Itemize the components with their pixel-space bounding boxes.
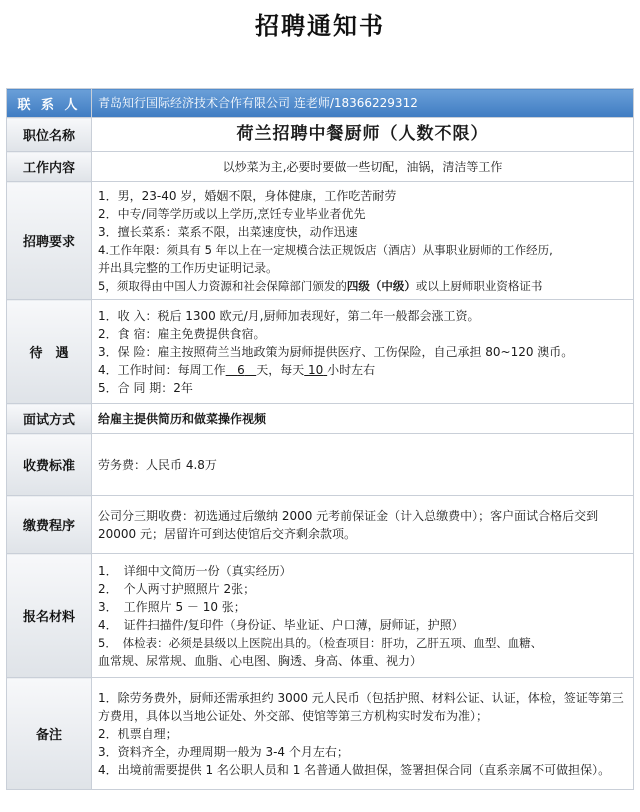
row-notes bbox=[7, 678, 634, 790]
contact-label: 联 系 人 bbox=[7, 89, 92, 118]
requirement-item: 2．中专/同等学历或以上学历,烹饪专业毕业者优先 bbox=[98, 206, 366, 221]
requirement-item: 1．男，23-40 岁，婚姻不限，身体健康，工作吃苦耐劳 bbox=[98, 188, 397, 203]
payment-text: 公司分三期收费：初选通过后缴纳 2000 元考前保证金（计入总缴费中）；客户面试合格后交到 20000 元；居留许可到达使馆后交齐剩余款项。 bbox=[98, 508, 599, 541]
requirement-item: 4.工作年限：须具有 5 年以上在一定规模合法正规饭店（酒店）从事职业厨师的工作经历, bbox=[98, 242, 553, 257]
position-value: 荷兰招聘中餐厨师（人数不限） bbox=[236, 124, 489, 144]
material-item: 1． 详细中文简历一份（真实经历） bbox=[98, 563, 292, 578]
hours-days bbox=[226, 363, 257, 377]
benefits-list bbox=[92, 300, 634, 404]
notes-label: 备注 bbox=[7, 678, 92, 790]
requirements-list bbox=[92, 182, 634, 300]
position-label: 职位名称 bbox=[7, 118, 92, 152]
material-item: 5． 体检表：必须是县级以上医院出具的。（检查项目：肝功，乙肝五项、血型、血糖、 bbox=[98, 635, 543, 650]
contact-value: 青岛知行国际经济技术合作有限公司 连老师/18366229312 bbox=[92, 89, 634, 118]
requirement-5-suffix: 或以上厨师职业资格证书 bbox=[415, 278, 543, 293]
requirement-item: 3．擅长菜系：菜系不限，出菜速度快，动作迅速 bbox=[98, 224, 358, 239]
hours-text: 4．工作时间：每周工作 bbox=[98, 362, 226, 377]
materials-list bbox=[92, 554, 634, 678]
benefit-item: 2．食 宿：雇主免费提供食宿。 bbox=[98, 326, 266, 341]
position-value-cell bbox=[92, 118, 634, 152]
hours-hours-value: 10 bbox=[308, 362, 324, 377]
hours-days-value: 6 bbox=[237, 362, 245, 377]
row-benefits bbox=[7, 300, 634, 404]
fee-label: 收费标准 bbox=[7, 434, 92, 496]
material-item: 4． 证件扫描件/复印件（身份证、毕业证、户口薄，厨师证，护照） bbox=[98, 617, 464, 632]
row-materials bbox=[7, 554, 634, 678]
note-item: 3．资料齐全，办理周期一般为 3-4 个月左右； bbox=[98, 744, 349, 759]
benefits-label: 待 遇 bbox=[7, 300, 92, 404]
payment-value bbox=[92, 496, 634, 554]
row-interview bbox=[7, 404, 634, 434]
note-item: 4．出境前需要提供 1 名公职人员和 1 名普通人做担保，签署担保合同（直系亲属不可做担保）。 bbox=[98, 762, 611, 777]
row-payment bbox=[7, 496, 634, 554]
work-label: 工作内容 bbox=[7, 152, 92, 182]
benefit-contract: 5．合 同 期：2年 bbox=[98, 380, 193, 395]
row-work bbox=[7, 152, 634, 182]
requirements-label: 招聘要求 bbox=[7, 182, 92, 300]
requirement-item: 并出具完整的工作历史证明记录。 bbox=[98, 260, 279, 275]
interview-value: 给雇主提供简历和做菜操作视频 bbox=[92, 404, 634, 434]
benefit-hours bbox=[98, 361, 627, 379]
notes-list bbox=[92, 678, 634, 790]
material-item: 3． 工作照片 5 － 10 张； bbox=[98, 599, 246, 614]
row-requirements bbox=[7, 182, 634, 300]
hours-hours bbox=[304, 363, 327, 377]
row-contact bbox=[7, 89, 634, 118]
work-value: 以炒菜为主,必要时要做一些切配，油锅，清洁等工作 bbox=[92, 152, 634, 182]
fee-value: 劳务费：人民币 4.8万 bbox=[92, 434, 634, 496]
row-position bbox=[7, 118, 634, 152]
material-item: 2． 个人两寸护照照片 2张； bbox=[98, 581, 256, 596]
hours-suffix: 小时左右 bbox=[327, 362, 376, 377]
hours-mid-text: 天，每天 bbox=[256, 362, 305, 377]
recruitment-table bbox=[6, 88, 634, 790]
note-item: 1．除劳务费外，厨师还需承担约 3000 元人民币（包括护照、材料公证、认证，体检，签证等第三方费用，具体以当地公证处、外交部、使馆等第三方机构实时发布为准）； bbox=[98, 690, 624, 723]
note-item: 2．机票自理； bbox=[98, 726, 178, 741]
benefit-item: 3．保 险：雇主按照荷兰当地政策为厨师提供医疗、工伤保险，自己承担 80~120 澳币。 bbox=[98, 344, 574, 359]
interview-label: 面试方式 bbox=[7, 404, 92, 434]
benefit-item: 1．收 入：税后 1300 欧元/月,厨师加表现好，第二年一般都会涨工资。 bbox=[98, 308, 480, 323]
payment-label: 缴费程序 bbox=[7, 496, 92, 554]
page-title: 招聘通知书 bbox=[255, 11, 385, 40]
row-fee bbox=[7, 434, 634, 496]
requirement-5-text: 5，须取得由中国人力资源和社会保障部门颁发的 bbox=[98, 278, 347, 293]
material-item: 血常规、尿常规、血脂、心电图、胸透、身高、体重、视力） bbox=[98, 653, 423, 668]
materials-label: 报名材料 bbox=[7, 554, 92, 678]
requirement-5-level: 四级（中级） bbox=[346, 278, 416, 293]
requirement-item-5 bbox=[98, 277, 627, 295]
